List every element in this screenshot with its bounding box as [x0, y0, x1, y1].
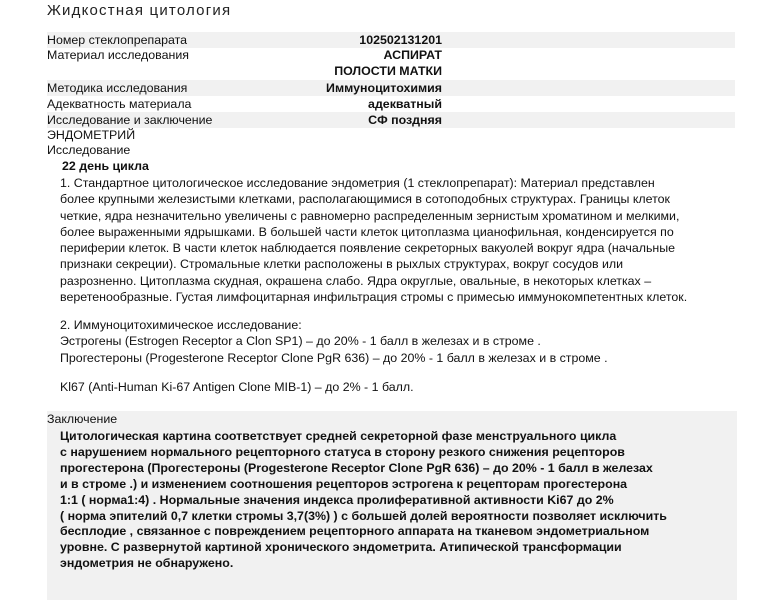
page-title: Жидкостная цитология	[47, 2, 232, 19]
description-line: разрозненно. Цитоплазма скудная, окрашена слабо. Ядра округлые, овальные, в некоторых клетках –	[60, 273, 652, 288]
conclusion-line: бесплодие , связанное с повреждением рецепторного аппарата на тканевом эндометриальном	[60, 524, 650, 539]
immuno-line: 2. Иммуноцитохимическое исследование:	[60, 318, 302, 332]
cycle-day: 22 день цикла	[62, 159, 149, 173]
field-value: 102502131201	[359, 33, 442, 47]
description-line: более выраженными ядрышками. В большей части клеток цитоплазма цианофильная, конденсируется по	[60, 224, 674, 239]
conclusion-line: и в строме .) и изменением соотношения рецепторов эстрогена к рецепторам прогестерона	[60, 476, 628, 491]
conclusion-line: ( норма эпителий 0,7 клетки стромы 3,7(3%) ) с большей долей вероятности позволяет исключить	[60, 508, 667, 523]
conclusion-section	[47, 411, 737, 600]
ki67-line: Kl67 (Anti-Human Ki-67 Antigen Clone MIB-1) – до 2% - 1 балл.	[60, 380, 414, 394]
field-value: Иммуноцитохимия	[326, 81, 442, 95]
description-line: веретенообразные. Густая лимфоцитарная инфильтрация стромы с примесью иммунокомпетентных клеток.	[60, 290, 688, 305]
conclusion-text	[60, 429, 667, 572]
field-value: адекватный	[368, 97, 442, 111]
conclusion-line: Цитологическая картина соответствует средней секреторной фазе менструального цикла	[60, 429, 617, 443]
field-label: Методика исследования	[47, 81, 188, 95]
description-line: более крупными железистыми клетками, располагающимися в сотоподобных структурах. Границы клеток	[60, 192, 670, 207]
immuno-line: Прогестероны (Progesterone Receptor Clone PgR 636) – до 20% - 1 балл в железах и в строме .	[60, 350, 608, 365]
description-line: периферии клеток. В части клеток наблюдается появление секреторных вакуолей вокруг ядра (начальные	[60, 241, 676, 256]
conclusion-line: 1:1 ( норма1:4) . Нормальные значения индекса пролиферативной активности Ki67 до 2%	[60, 492, 614, 507]
field-row-study-conclusion	[47, 112, 735, 128]
field-label: Адекватность материала	[47, 97, 192, 111]
field-label: Номер стеклопрепарата	[47, 33, 188, 47]
description-line: 1. Стандартное цитологическое исследование эндометрия (1 стеклопрепарат): Материал представлен	[60, 176, 655, 190]
conclusion-label: Заключение	[47, 412, 118, 426]
field-label: Материал исследования	[47, 48, 189, 62]
conclusion-line: прогестерона (Прогестероны (Progesterone Receptor Clone PgR 636) – до 20% - 1 балл в железах	[60, 460, 653, 475]
cytology-description	[60, 175, 740, 305]
study-heading: Исследование	[47, 143, 131, 157]
conclusion-line: эндометрия не обнаружено.	[60, 556, 234, 571]
conclusion-line: с нарушением нормального рецепторного статуса в сторону резкого снижения рецепторов	[60, 444, 625, 459]
field-row-slide-number	[47, 32, 735, 48]
immuno-section	[60, 317, 740, 366]
ki67-result	[60, 379, 740, 395]
conclusion-line: уровне. С развернутой картиной хронического эндометрита. Атипической трансформации	[60, 540, 622, 555]
field-value-line-2: ПОЛОСТИ МАТКИ	[334, 64, 442, 78]
description-line: четкие, ядра незначительно увеличены с равномерно распределенным зернистым хроматином и мелкими,	[60, 208, 680, 223]
field-value: СФ поздняя	[368, 113, 442, 127]
organ-heading: ЭНДОМЕТРИЙ	[47, 128, 136, 142]
field-label: Исследование и заключение	[47, 113, 213, 127]
immuno-line: Эстрогены (Estrogen Receptor a Clon SP1) – до 20% - 1 балл в железах и в строме .	[60, 334, 541, 349]
field-row-material	[47, 47, 735, 79]
field-value: АСПИРАТ	[383, 48, 442, 62]
description-line: признаки секреции). Стромальные клетки расположены в рыхлых структурах, вокруг сосудов или	[60, 257, 624, 272]
field-row-adequacy	[47, 96, 735, 112]
field-row-method	[47, 80, 735, 96]
